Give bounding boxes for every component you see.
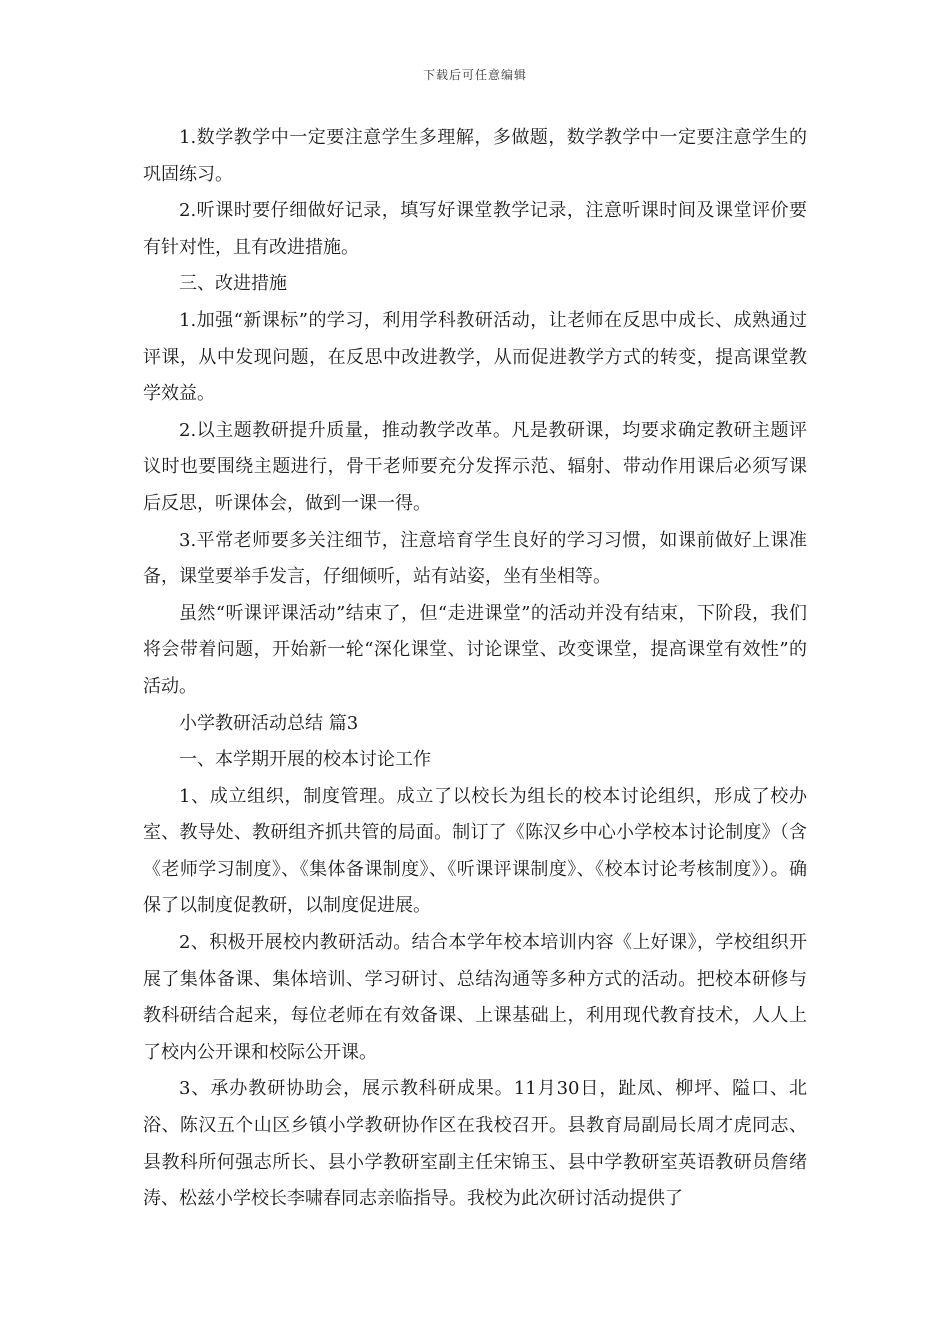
paragraph: 1.数学教学中一定要注意学生多理解，多做题，数学教学中一定要注意学生的巩固练习。 xyxy=(143,127,807,185)
paragraph: 3.平常老师要多关注细节，注意培育学生良好的学习习惯，如课前做好上课准备，课堂要举手发言，仔细倾听，站有站姿，坐有坐相等。 xyxy=(143,529,807,588)
page-header: 下载后可任意编辑 xyxy=(422,68,527,82)
paragraph: 2、积极开展校内教研活动。结合本学年校本培训内容《上好课》，学校组织开展了集体备课、集体培训、学习研讨、总结沟通等多种方式的活动。把校本研修与教科研结合起来，每位老师在有效备课、上课基础上，利用现代教育技术，人人上了校内公开课和校际公开课。 xyxy=(143,932,807,1063)
paragraph: 2.以主题教研提升质量，推动教学改革。凡是教研课，均要求确定教研主题评议时也要围绕主题进行，骨干老师要充分发挥示范、辐射、带动作用课后必须写课后反思，听课体会，做到一课一得。 xyxy=(143,419,807,514)
section-heading: 三、改进措施 xyxy=(179,273,287,295)
paragraph: 1、成立组织，制度管理。成立了以校长为组长的校本讨论组织，形成了校办室、教导处、教研组齐抓共管的局面。制订了《陈汉乡中心小学校本讨论制度》（含《老师学习制度》、《集体备课制度》、《听课评课制度》、《校本讨论考核制度》）。确保了以制度促教研，以制度促进展。 xyxy=(143,785,807,917)
paragraph: 虽然“听课评课活动”结束了，但“走进课堂”的活动并没有结束，下阶段，我们将会带着问题，开始新一轮“深化课堂、讨论课堂、改变课堂，提高课堂有效性”的活动。 xyxy=(143,602,807,697)
paragraph: 3、承办教研协助会，展示教科研成果。11月30日，趾凤、柳坪、隘口、北浴、陈汉五个山区乡镇小学教研协作区在我校召开。县教育局副局长周才虎同志、县教科所何强志所长、县小学教研室副主任宋锦玉、县中学教研室英语教研员詹绪涛、松兹小学校长李啸春同志亲临指导。我校为此次研讨活动提供了 xyxy=(143,1078,807,1210)
paragraph: 1.加强“新课标”的学习，利用学科教研活动，让老师在反思中成长、成熟通过评课，从中发现问题，在反思中改进教学，从而促进教学方式的转变，提高课堂教学效益。 xyxy=(143,309,807,405)
paragraph: 2.听课时要仔细做好记录，填写好课堂教学记录，注意听课时间及课堂评价要有针对性，且有改进措施。 xyxy=(143,200,807,258)
document-body xyxy=(143,120,807,1218)
section-heading: 一、本学期开展的校本讨论工作 xyxy=(179,749,431,771)
article-title: 小学教研活动总结 篇3 xyxy=(179,712,359,734)
